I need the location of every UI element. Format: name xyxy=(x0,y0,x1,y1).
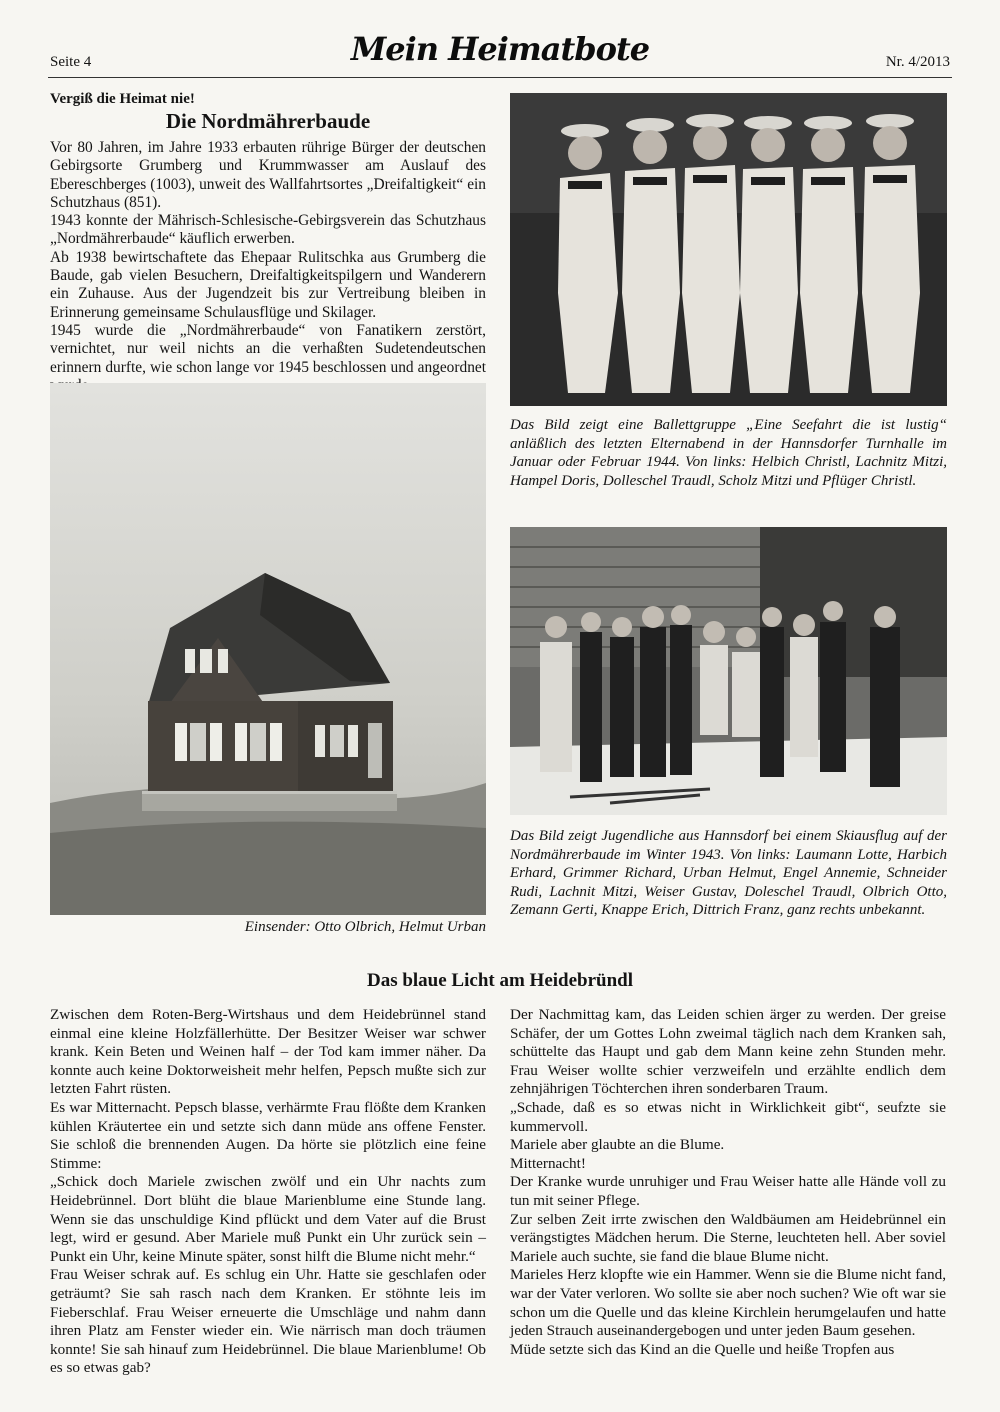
paragraph: Es war Mitternacht. Pepsch blasse, verhärmte Frau flößte dem Kranken kühlen Kräutertee ein und setzte sich dann müde ans offene Fenster. Sie schloß die brennenden Augen. Da hörte sie plötzlich eine feine Stimme: xyxy=(50,1098,486,1172)
ballet-photo-caption: Das Bild zeigt eine Ballettgruppe „Eine Seefahrt die ist lustig“ anläßlich des letzten Elternabend in der Hannsdorfer Turnhalle im Januar oder Februar 1944. Von links: Helbich Christl, Lachnitz Mitzi, Hampel Doris, Dolleschel Traudl, Scholz Mitzi und Pflüger Christl. xyxy=(510,417,947,489)
house-photo-caption: Einsender: Otto Olbrich, Helmut Urban xyxy=(244,919,486,935)
article2-left-column xyxy=(50,1006,486,1378)
paragraph: Zwischen dem Roten-Berg-Wirtshaus und dem Heidebrünnel stand einmal eine kleine Holzfällerhütte. Der Besitzer Weiser war schwer krank. Kein Beten und Weinen half – der Tod kam immer näher. Da konnte auch keine Doktorweisheit mehr helfen, Pepsch mußte sich zur letzten Fahrt rüsten. xyxy=(50,1006,486,1098)
article-body xyxy=(50,139,486,395)
issue-number: Nr. 4/2013 xyxy=(885,54,950,70)
ski-photo-caption: Das Bild zeigt Jugendliche aus Hannsdorf bei einem Skiausflug auf der Nordmährerbaude im Winter 1943. Von links: Laumann Lotte, Harbich Erhard, Grimmer Richard, Urban Helmut, Engel Annemie, Schneider Rudi, Lachnit Mitzi, Weiser Gustav, Doleschel Traudl, Olbrich Otto, Zemann Gerti, Knappe Erich, Dittrich Franz, ganz rechts unbekannt. xyxy=(510,828,947,919)
article-title-2: Das blaue Licht am Heidebründl xyxy=(366,970,634,991)
masthead-logo: Mein Heimatbote xyxy=(350,30,650,68)
page-number: Seite 4 xyxy=(50,54,92,70)
ski-group-photo xyxy=(510,527,947,815)
paragraph: Mariele aber glaubte an die Blume. xyxy=(510,1136,725,1154)
house-photo xyxy=(50,383,486,915)
paragraph: Marieles Herz klopfte wie ein Hammer. Wenn sie die Blume nicht fand, war der Vater verloren. Wo sollte sie aber noch suchen? Wie oft war sie schon um die Quelle und das kleine Kirchlein herumgelaufen und hatte jeden Strauch auseinandergebogen und unter jeden Baum gesehen. xyxy=(510,1266,946,1340)
paragraph: 1943 konnte der Mährisch-Schlesische-Gebirgsverein das Schutzhaus „Nordmährerbaude“ käuflich erwerben. xyxy=(50,212,486,248)
article-kicker: Vergiß die Heimat nie! xyxy=(50,91,195,107)
header-rule xyxy=(48,77,952,78)
paragraph: Mitternacht! xyxy=(510,1154,586,1172)
paragraph: Ab 1938 bewirtschaftete das Ehepaar Rulitschka aus Grumberg die Baude, gab vielen Besuchern, Dreifaltigkeitspilgern und Wanderern ein Zuhause. Aus der Jugendzeit bis zur Vertreibung bleiben in Erinnerung gemeinsame Schulausflüge und Skilager. xyxy=(50,248,486,321)
ballet-photo xyxy=(510,93,947,406)
paragraph: Vor 80 Jahren, im Jahre 1933 erbauten rührige Bürger der deutschen Gebirgsorte Grumberg und Krummwasser am Auslauf des Ebereschberges (1003), unweit des Wallfahrtsortes „Dreifaltigkeit“ ein Schutzhaus (851). xyxy=(50,139,486,211)
article-title: Die Nordmährerbaude xyxy=(165,109,371,133)
paragraph: Zur selben Zeit irrte zwischen den Waldbäumen am Heidebrünnel ein verängstigtes Mädchen herum. Die Sterne, leuchteten hell. Aber soviel Mariele auch suchte, sie fand die blaue Blume nicht. xyxy=(510,1210,946,1265)
paragraph: Der Nachmittag kam, das Leiden schien ärger zu werden. Der greise Schäfer, der um Gottes Lohn zweimal täglich nach dem Kranken sah, schüttelte das Haupt und gab dem Mann keine zehn Stunden mehr. Frau Weiser wollte schier verzweifeln und erzählte endlich dem zehnjährigen Töchterchen ihren sonderbaren Traum. xyxy=(510,1006,946,1098)
paragraph: Müde setzte sich das Kind an die Quelle und heiße Tropfen aus xyxy=(510,1340,895,1358)
paragraph: „Schade, daß es so etwas nicht in Wirklichkeit gibt“, seufzte sie kummervoll. xyxy=(510,1098,946,1135)
article2-right-column xyxy=(510,1006,946,1359)
paragraph: „Schick doch Mariele zwischen zwölf und ein Uhr nachts zum Heidebrünnel. Dort blüht die blaue Marienblume eine Stunde lang. Wenn sie das unschuldige Kind pflückt und dem Vater auf die Brust legt, wird er gesund. Aber Mariele muß Punkt ein Uhr zurück sein – Punkt ein Uhr, keine Minute später, sonst hilft die Blume nicht mehr.“ xyxy=(50,1173,486,1265)
paragraph: Der Kranke wurde unruhiger und Frau Weiser hatte alle Hände voll zu tun mit seiner Pflege. xyxy=(510,1173,946,1209)
paragraph: 1945 wurde die „Nordmährerbaude“ von Fanatikern zerstört, vernichtet, nur weil nichts an die verhaßten Sudetendeutschen erinnern durfte, wie schon lange vor 1945 beschlossen und angeordnet xyxy=(50,321,486,376)
paragraph: Frau Weiser schrak auf. Es schlug ein Uhr. Hatte sie geschlafen oder geträumt? Sie sah rasch nach dem Kranken. Er stöhnte leis im Fieberschlaf. Frau Weiser erneuerte die Umschläge und nahm dann ihren Platz am Fenster wieder ein. Wie närrisch man doch träumen konnte! Sie sah hinauf zum Heidebrünnel. Die blaue Marienblume! Ob es so etwas gab? xyxy=(50,1266,486,1377)
